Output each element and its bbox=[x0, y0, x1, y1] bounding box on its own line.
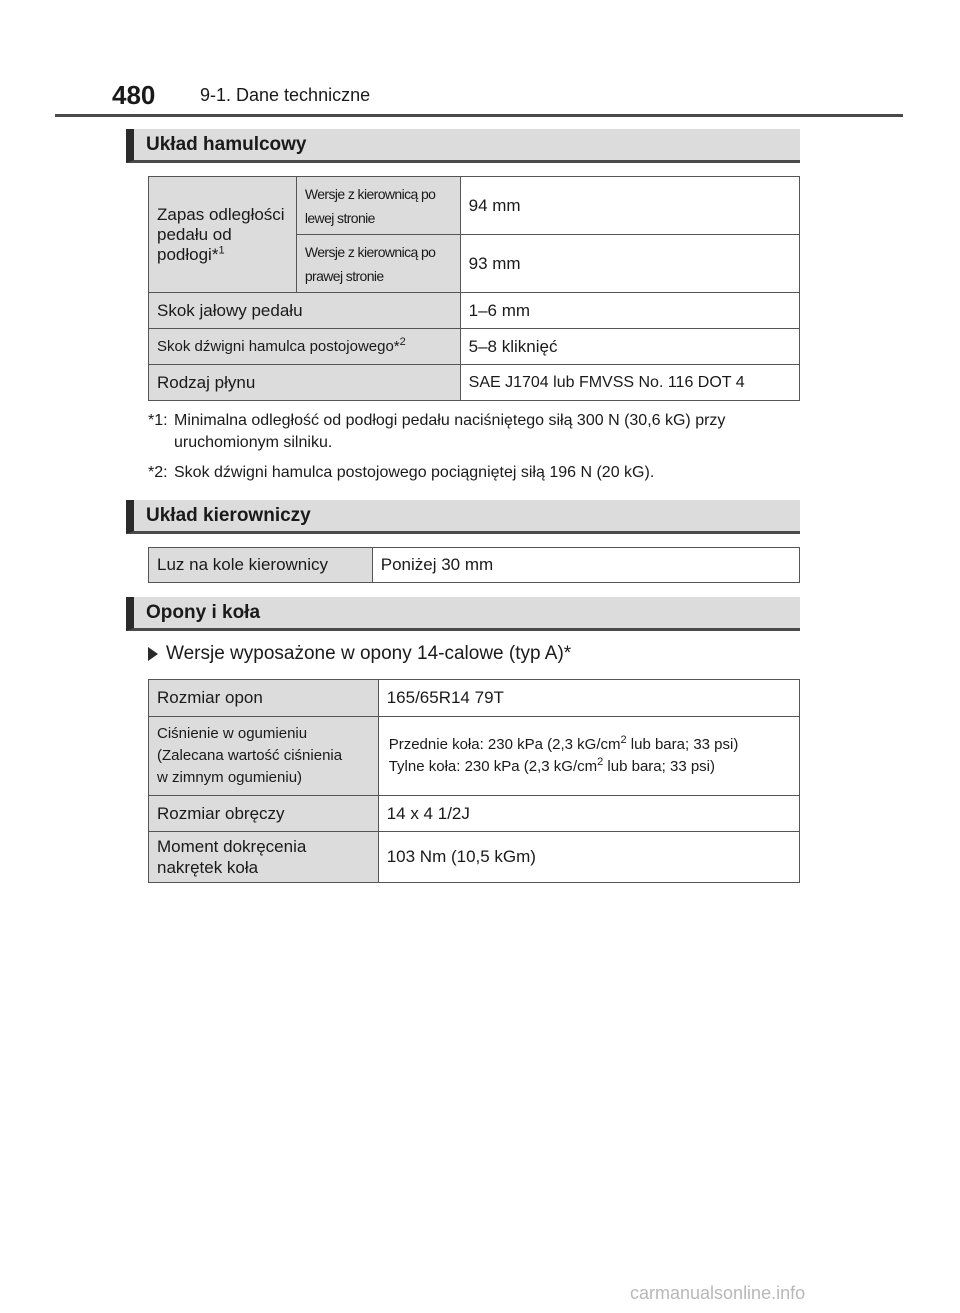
tires-table bbox=[148, 679, 800, 883]
section-title-brakes: Układ hamulcowy bbox=[126, 129, 800, 163]
footnote-mark: *1: bbox=[148, 412, 168, 429]
parking-brake-travel-value: 5–8 kliknięć bbox=[460, 329, 799, 365]
chapter-title: 9-1. Dane techniczne bbox=[200, 85, 371, 105]
pedal-free-play-value: 1–6 mm bbox=[460, 293, 799, 329]
table-row bbox=[149, 329, 800, 365]
table-row bbox=[149, 177, 800, 235]
header-rule bbox=[55, 114, 903, 117]
table-row bbox=[149, 717, 800, 796]
pedal-clearance-label: Zapas odległości pedału od podłogi*$^1$ bbox=[149, 177, 297, 293]
footnote-text: Minimalna odległość od podłogi pedału naciśniętego siłą 300 N (30,6 kG) przy uruchomionym silniku. bbox=[174, 412, 726, 451]
steering-table bbox=[148, 547, 800, 583]
footnote-2 bbox=[148, 462, 800, 484]
triangle-bullet-icon bbox=[148, 647, 158, 661]
page-number: 480 bbox=[112, 80, 156, 110]
table-row bbox=[149, 365, 800, 401]
rhd-label: Wersje z kierownicą po prawej stronie bbox=[296, 235, 460, 293]
lug-nut-torque-label: Moment dokręcenia nakrętek koła bbox=[149, 832, 379, 883]
rim-size-label: Rozmiar obręczy bbox=[149, 796, 379, 832]
lhd-value: 94 mm bbox=[460, 177, 799, 235]
fluid-type-label: Rodzaj płynu bbox=[149, 365, 461, 401]
steering-free-play-label: Luz na kole kierownicy bbox=[149, 548, 373, 583]
table-row bbox=[149, 796, 800, 832]
table-row bbox=[149, 293, 800, 329]
brakes-table bbox=[148, 176, 800, 401]
table-row bbox=[149, 680, 800, 717]
tire-size-value: 165/65R14 79T bbox=[378, 680, 799, 717]
table-row bbox=[149, 548, 800, 583]
footnote-mark: *2: bbox=[148, 464, 168, 481]
steering-free-play-value: Poniżej 30 mm bbox=[372, 548, 799, 583]
footnote-1 bbox=[148, 410, 800, 454]
tire-pressure-value: Przednie koła: 230 kPa (2,3 $kG/cm^2$ lub bara; 33 psi) Tylne koła: 230 kPa (2,3 $kG/cm^2$ lub bara; 33 psi) bbox=[378, 717, 799, 796]
table-row bbox=[149, 832, 800, 883]
rhd-value: 93 mm bbox=[460, 235, 799, 293]
watermark: carmanualsonline.info bbox=[630, 1283, 806, 1303]
section-title-steering: Układ kierowniczy bbox=[126, 500, 800, 534]
pedal-free-play-label: Skok jałowy pedału bbox=[149, 293, 461, 329]
rim-size-value: 14 x 4 1/2J bbox=[378, 796, 799, 832]
fluid-type-value: SAE J1704 lub FMVSS No. 116 DOT 4 bbox=[460, 365, 799, 401]
footnote-text: Skok dźwigni hamulca postojowego pociągniętej siłą 196 N (20 kG). bbox=[174, 464, 655, 481]
parking-brake-travel-label: Skok dźwigni hamulca postojowego*$^2$ bbox=[149, 329, 461, 365]
lhd-label: Wersje z kierownicą po lewej stronie bbox=[296, 177, 460, 235]
section-title-tires: Opony i koła bbox=[126, 597, 800, 631]
tire-size-label: Rozmiar opon bbox=[149, 680, 379, 717]
tire-pressure-label: Ciśnienie w ogumieniu (Zalecana wartość ciśnienia w zimnym ogumieniu) bbox=[149, 717, 379, 796]
page-header bbox=[0, 0, 960, 116]
lug-nut-torque-value: 103 Nm (10,5 kGm) bbox=[378, 832, 799, 883]
variant-heading: Wersje wyposażone w opony 14-calowe (typ A)* bbox=[148, 643, 571, 665]
